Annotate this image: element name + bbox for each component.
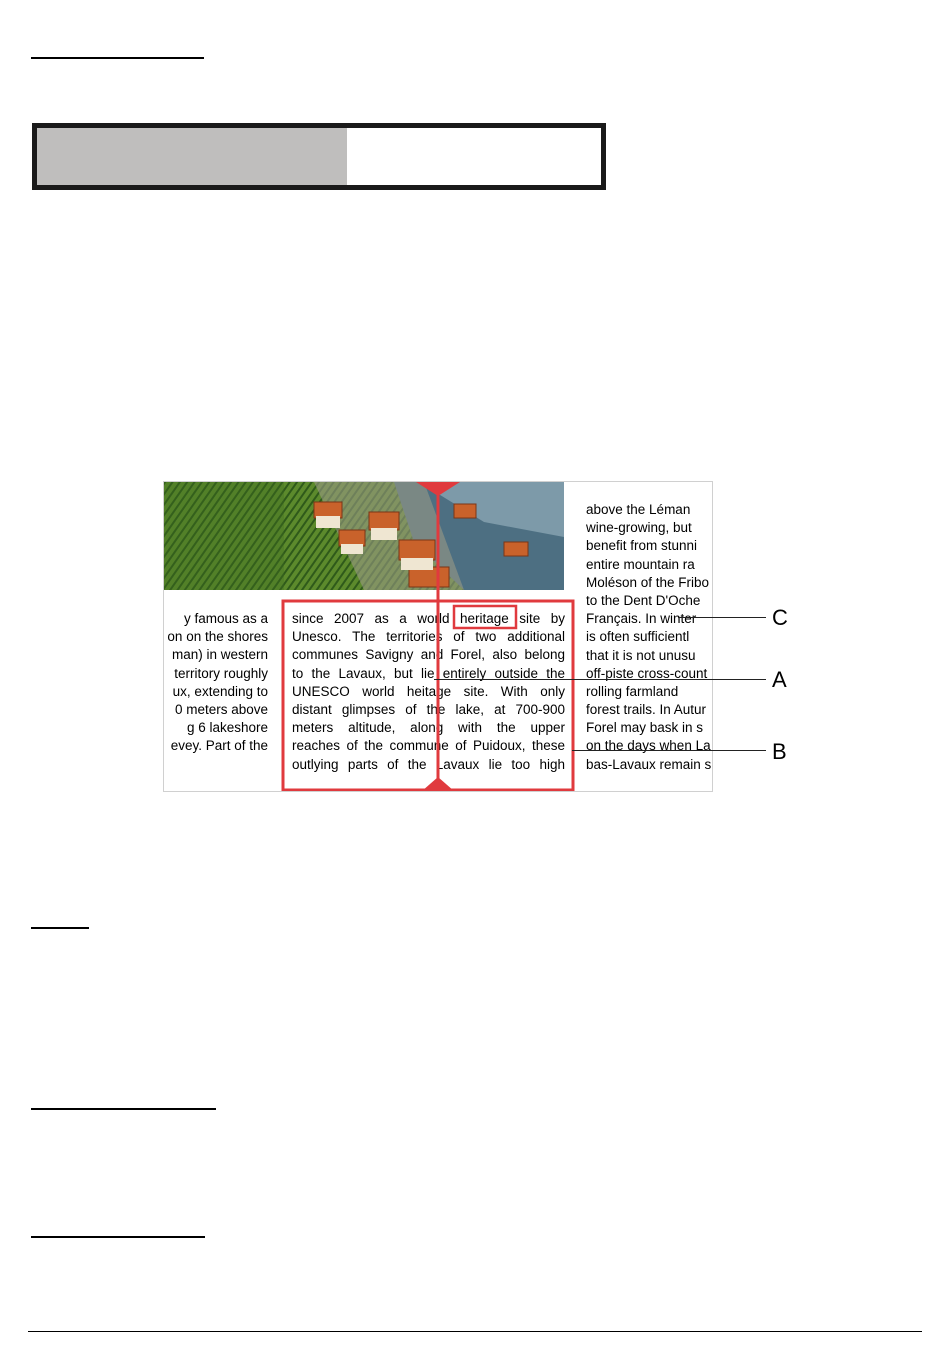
column-highlight-box [283, 601, 573, 790]
leader-line-c [678, 617, 766, 618]
heading-underline-1 [31, 57, 204, 59]
leader-line-b [572, 750, 766, 751]
markup-overlay [164, 482, 712, 791]
text-column-left: y famous as a on on the shores man) in western territory roughly ux, extending to 0 meters above g 6 lakeshore evey. Part of the [167, 611, 268, 754]
center-marker-top [416, 482, 460, 496]
callout-label-b: B [772, 739, 787, 764]
page-footer-rule [28, 1331, 922, 1332]
text-column-middle: since 2007 as a world heritage site by Unesco. The territories of two additional communes Savigny and Forel, also belong to the Lavaux, but lie entirely outside the UNESCO world heitage site. With only distant glimpses of the lake, at 700-900 meters altitude, along with the upper reaches of the commune of Puidoux, these outlying parts of the Lavaux lie too high [292, 611, 565, 772]
center-marker-bottom [422, 777, 454, 791]
magazine-page-figure [163, 481, 713, 792]
callout-label-a: A [772, 667, 787, 692]
heading-underline-4 [31, 1236, 205, 1238]
callout-label-c: C [772, 605, 788, 630]
progress-bar-fill [37, 128, 347, 185]
word-highlight-box [454, 606, 516, 628]
heading-underline-2 [31, 927, 89, 929]
leader-line-a [434, 679, 766, 680]
text-column-right: above the Léman wine-growing, but benefit from stunni entire mountain ra Moléson of the Fribo to the Dent D'Oche Français. In winter is often sufficientl that it is not unusu off-piste cross-count rolling farmland forest trails. In Autur Forel may bask in s on the days when La bas-Lavaux remain s [586, 502, 712, 772]
progress-bar [32, 123, 606, 190]
heading-underline-3 [31, 1108, 216, 1110]
